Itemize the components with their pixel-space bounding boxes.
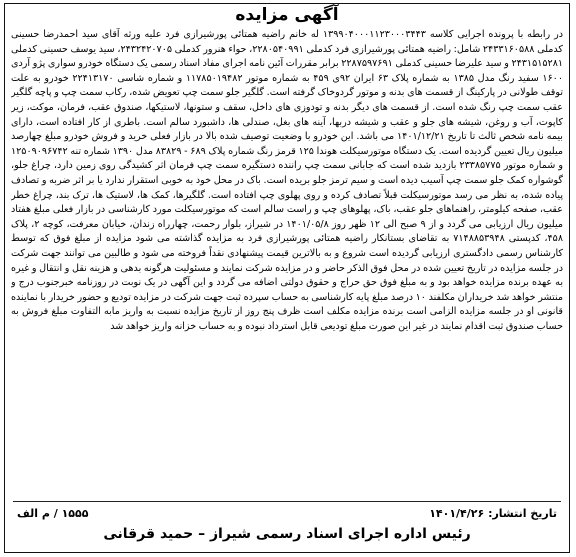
signature-line: رئیس اداره اجرای اسناد رسمی شیراز – حمید قرقانی: [103, 526, 471, 542]
notice-body-text: در رابطه با پرونده اجرایی کلاسه ۱۳۹۹۰۴۰۰۰۱۱۲۳۰۰۰۳۴۴۳ له خانم راضیه همتائی پورشیرازی فرد علیه ورثه آقای سید احمدرضا حسینی کدملی ۲۴۳۳۱۶۰۵۸۸ شامل: راضیه همتائی پورشیرازی فرد کدملی ۲۲۸۰۵۴۰۹۹۱، حواء هنرور کدملی ۲۴۳۲۴۲۰۷۰۵، سید یوسف حسینی کدملی ۲۴۳۱۵۱۵۲۸۱ و سید علیرضا حسینی کدملی ۲۲۸۷۵۹۷۶۹۱ برابر مقررات آئین نامه اجرای مفاد اسناد رسمی یک دستگاه خودرو سواری پژو آردی ۱۶۰۰ سفید رنگ مدل ۱۳۸۵ به شماره پلاک ۶۳ ایران ۹۲ی ۴۵۹ به شماره موتور ۱۱۷۸۵۰۱۹۴۸۲ و شماره شاسی ۲۲۴۱۳۱۷۰ خودرو به علت توقف طولانی در پارکینگ از قسمت های بدنه و موتور گردوخاک گرفته است. گلگیر جلو سمت چپ تعویض شده، رکاب سمت چپ و پاچه گلگیر عقب سمت چپ رنگ شده است. از قسمت های دیگر بدنه و تودوزی های داخل، سقف و ستونها، لاستیکها، صندوق عقب، فرمان، موکت، زیر کاپوت، آب و روغن، شیشه های جلو و عقب و شیشه دربها، آینه های بغل، صندلی ها، داشبورد سالم است. باطری از کار افتاده است، دارای بیمه نامه شخص ثالث تا تاریخ ۱۴۰۱/۱۲/۲۱ می باشد. این خودرو با وضعیت توصیف شده بالا در بازار فعلی خرید و فروش خودرو مبلغ چهارصد میلیون ریال تعیین گردیده است. یک دستگاه موتورسیکلت هوندا ۱۲۵ قرمز رنگ شماره پلاک ۶۸۹ - ۸۳۸۲۹ مدل ۱۳۹۰ شماره تنه ۱۲۵۰۹۰۹۶۷۴۲ و شماره موتور ۲۳۳۸۵۷۷۵ بازدید شده است که جابانی سمت چپ راننده دستگیره سمت چپ فرمان اثر کشیدگی روی زمین دارد، چراغ جلو، گوشواره کمک جلو سمت چپ آسیب دیده است و سیم ترمز جلو بریده است. باک در محل خود به خوبی استقرار ندارد یا بر اثر ضربه و تصادف پیاده شده، به نظر می رسد موتورسیکلت قبلاً تصادف کرده و روی پهلوی چپ افتاده است. گلگیرها، کمک ها، لاستیک ها، ترک بند، چراغ خطر عقب، صفحه کیلومتر، راهنماهای جلو عقب، باک، پهلوهای چپ و راست سالم است که موتورسیکلت مورد کارشناسی در بازار فعلی مبلغ هفتاد میلیون ریال ارزیابی می گردد و از ۹ صبح الی ۱۲ ظهر روز ۱۴۰۱/۰۵/۸ در شیراز، بلوار رحمت، چهارراه زندان، خیابان معرفت، کوچه ۲، پلاک ۴۵۸، کدپستی ۷۱۴۸۸۵۳۹۴۸ به تقاضای بستانکار راضیه همتائی پورشیرازی فرد به مزایده گذاشته می شود مزایده از مبلغ فوق که توسط کارشناس رسمی دادگستری ارزیابی گردیده است شروع و به بالاترین قیمت پیشنهادی نقداً فروخته می شود و طالبین می توانند جهت شرکت در جلسه مزایده در تاریخ تعیین شده در محل فوق الذکر حاضر و در مزایده شرکت نمایند و مسئولیت هرگونه بدهی و هزینه نقل و انتقال و غیره به عهده برنده مزایده خواهد بود و به مبلغ فوق حق حراج و حقوق دولتی اضافه می گردد و این آگهی در یک نوبت در روزنامه خبرجنوب درج و منتشر خواهد شد خریداران مکلفند ۱۰ درصد مبلغ پایه کارشناسی به حساب سپرده ثبت جهت شرکت در مزایده تودیع و حضور خریدار با نماینده قانونی او در جلسه مزایده الزامی است برنده مزایده مکلف است ظرف پنج روز از تاریخ مزایده نسبت به واریز مابه التفاوت مبلغ فروش به حساب صندوق ثبت اقدام نمایند در غیر این صورت مبلغ تودیعی قابل استرداد نبوده و به حساب خزانه واریز خواهد شد: [11, 29, 563, 332]
footer-divider: [13, 501, 561, 502]
notice-title: آگهی مزایده: [235, 5, 339, 25]
publication-date: تاریخ انتشار: ۱۴۰۱/۴/۲۶: [429, 507, 557, 520]
footer-meta: [17, 507, 557, 523]
notice-body: [11, 28, 563, 498]
ad-code: ۱۵۵۵ / م الف: [17, 507, 89, 520]
notice-frame: [4, 3, 570, 553]
